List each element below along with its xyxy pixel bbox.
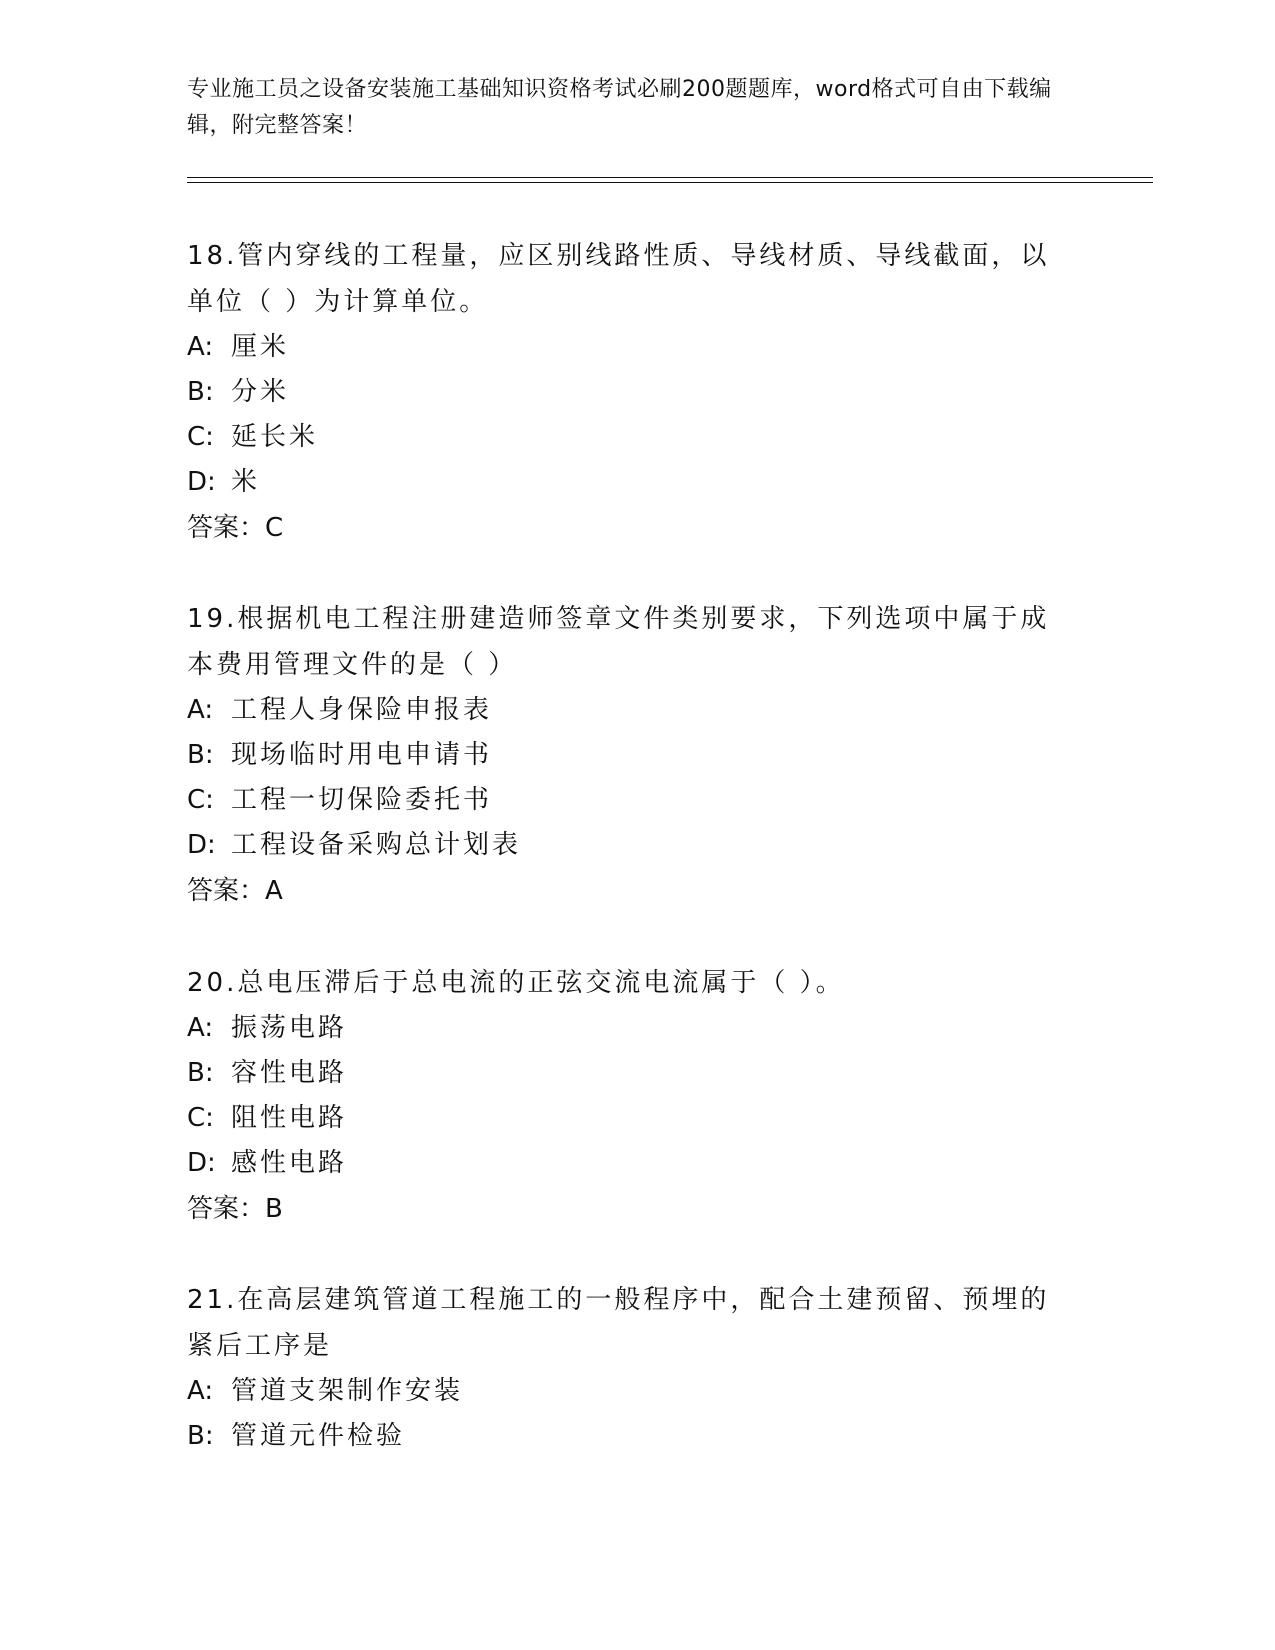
option-key: A: (187, 1013, 214, 1043)
header-rule-top (187, 177, 1153, 178)
document-page (187, 0, 1147, 1650)
option-text: 米 (231, 467, 261, 497)
answer-line: 答案：A (187, 876, 283, 906)
option-a (187, 325, 1067, 370)
option-key: D: (187, 830, 216, 860)
question-20 (187, 960, 1067, 1232)
option-key: C: (187, 1103, 214, 1133)
option-b (187, 1414, 1067, 1459)
option-d (187, 1141, 1067, 1186)
option-text: 工程设备采购总计划表 (231, 830, 522, 860)
option-text: 分米 (231, 377, 290, 407)
option-b (187, 733, 1067, 778)
option-c (187, 1096, 1067, 1141)
option-text: 管道支架制作安装 (231, 1376, 464, 1406)
option-text: 工程人身保险申报表 (231, 695, 493, 725)
question-19 (187, 596, 1067, 914)
option-a (187, 1006, 1067, 1051)
document-header: 专业施工员之设备安装施工基础知识资格考试必刷200题题库，word格式可自由下载编辑，附完整答案！ (187, 77, 1052, 138)
option-key: C: (187, 422, 214, 452)
option-text: 振荡电路 (231, 1013, 348, 1043)
option-b (187, 370, 1067, 415)
option-text: 厘米 (231, 332, 290, 362)
option-key: D: (187, 467, 216, 497)
option-a (187, 1369, 1067, 1414)
option-b (187, 1051, 1067, 1096)
option-key: D: (187, 1148, 216, 1178)
header-rule-bottom (187, 182, 1153, 183)
option-c (187, 778, 1067, 823)
option-a (187, 688, 1067, 733)
option-text: 现场临时用电申请书 (231, 740, 493, 770)
option-text: 延长米 (231, 422, 319, 452)
option-key: C: (187, 785, 214, 815)
option-c (187, 415, 1067, 460)
question-stem: 18.管内穿线的工程量，应区别线路性质、导线材质、导线截面，以单位（ ）为计算单位。 (187, 241, 1050, 317)
option-key: B: (187, 1058, 214, 1088)
option-key: A: (187, 695, 214, 725)
option-text: 阻性电路 (231, 1103, 348, 1133)
option-key: A: (187, 1376, 214, 1406)
question-21 (187, 1277, 1067, 1459)
option-key: B: (187, 1421, 214, 1451)
question-18 (187, 233, 1067, 551)
option-text: 管道元件检验 (231, 1421, 406, 1451)
option-text: 感性电路 (231, 1148, 348, 1178)
question-stem: 21.在高层建筑管道工程施工的一般程序中，配合土建预留、预埋的紧后工序是 (187, 1285, 1050, 1361)
option-text: 容性电路 (231, 1058, 348, 1088)
question-stem: 19.根据机电工程注册建造师签章文件类别要求，下列选项中属于成本费用管理文件的是（ ） (187, 604, 1050, 680)
option-d (187, 460, 1067, 505)
option-key: A: (187, 332, 214, 362)
option-d (187, 823, 1067, 868)
answer-line: 答案：B (187, 1194, 283, 1224)
option-key: B: (187, 740, 214, 770)
question-stem: 20.总电压滞后于总电流的正弦交流电流属于（ ）。 (187, 968, 845, 998)
option-key: B: (187, 377, 214, 407)
answer-line: 答案：C (187, 513, 284, 543)
option-text: 工程一切保险委托书 (231, 785, 493, 815)
